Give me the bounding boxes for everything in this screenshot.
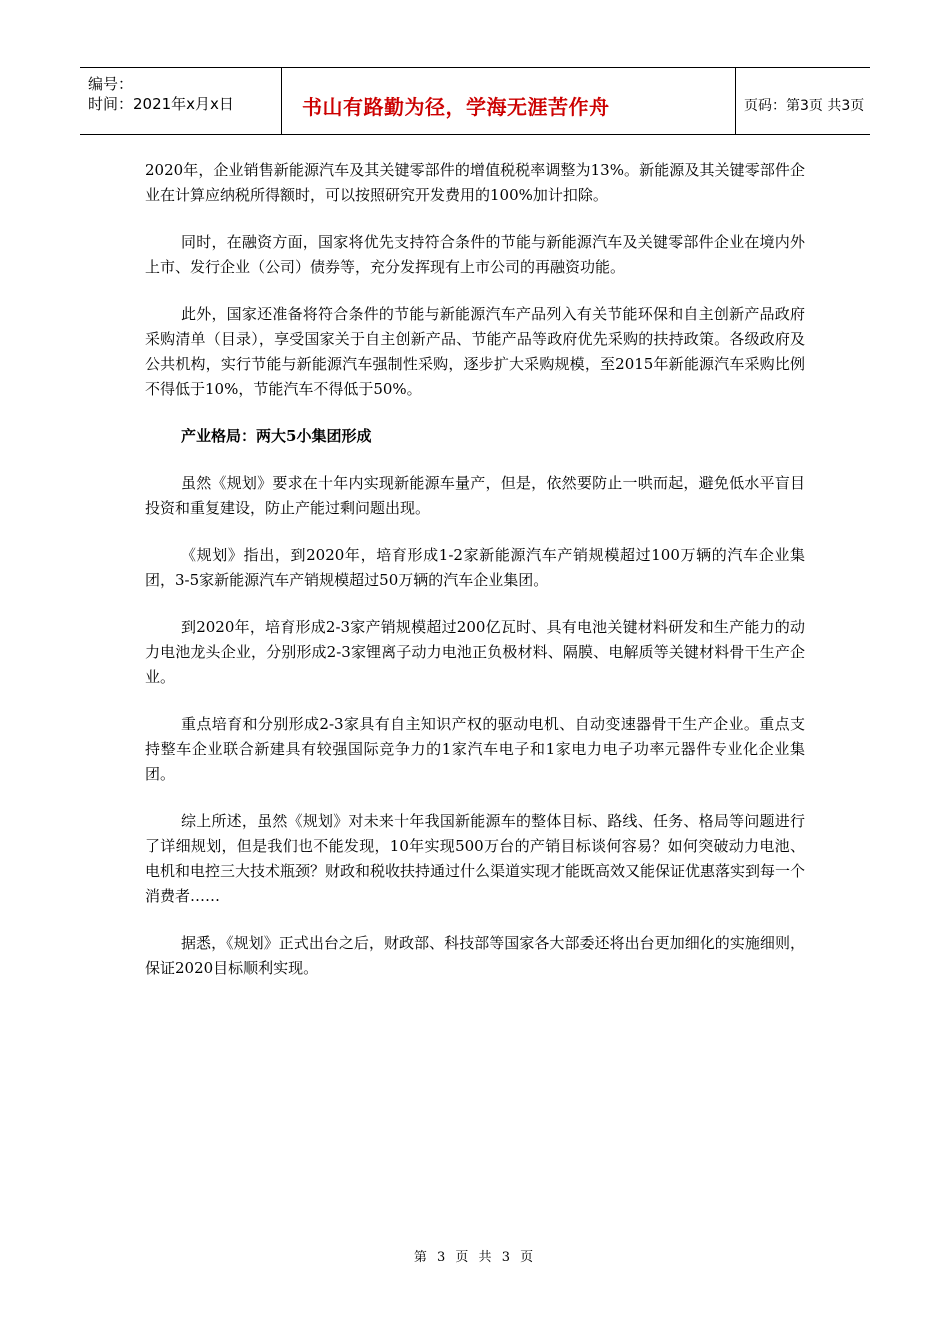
- section-heading: 产业格局：两大5小集团形成: [181, 427, 372, 445]
- header-page-label: 页码：第3页 共3页: [744, 98, 865, 114]
- page-footer: [0, 1246, 950, 1265]
- body-paragraph: 综上所述，虽然《规划》对未来十年我国新能源车的整体目标、路线、任务、格局等问题进行了详细规划，但是我们也不能发现，10年实现500万台的产销目标谈何容易？如何突破动力电池、电机和电控三大技术瓶颈？财政和税收扶持通过什么渠道实现才能既高效又能保证优惠落实到每一个消费者……: [145, 812, 806, 905]
- document-body: [145, 158, 805, 1003]
- body-paragraph: 到2020年，培育形成2-3家产销规模超过200亿瓦时、具有电池关键材料研发和生产能力的动力电池龙头企业，分别形成2-3家锂离子动力电池正负极材料、隔膜、电解质等关键材料骨干生产企业。: [145, 618, 805, 686]
- header-page-cell: [736, 68, 870, 134]
- header-motto: 书山有路勤为径，学海无涯苦作舟: [302, 94, 610, 119]
- body-paragraph: 2020年，企业销售新能源汽车及其关键零部件的增值税税率调整为13%。新能源及其关键零部件企业在计算应纳税所得额时，可以按照研究开发费用的100%加计扣除。: [145, 161, 805, 204]
- body-paragraph: 同时，在融资方面，国家将优先支持符合条件的节能与新能源汽车及关键零部件企业在境内外上市、发行企业（公司）债券等，充分发挥现有上市公司的再融资功能。: [145, 233, 805, 276]
- document-number-label: 编号：: [88, 75, 134, 93]
- document-date-label: 时间：2021年x月x日: [88, 95, 234, 113]
- body-paragraph: 据悉，《规划》正式出台之后，财政部、科技部等国家各大部委还将出台更加细化的实施细则，保证2020目标顺利实现。: [145, 934, 805, 977]
- page-header: [80, 67, 870, 135]
- body-paragraph: 《规划》指出，到2020年，培育形成1-2家新能源汽车产销规模超过100万辆的汽车企业集团，3-5家新能源汽车产销规模超过50万辆的汽车企业集团。: [145, 546, 805, 589]
- body-paragraph: 此外，国家还准备将符合条件的节能与新能源汽车产品列入有关节能环保和自主创新产品政府采购清单（目录），享受国家关于自主创新产品、节能产品等政府优先采购的扶持政策。各级政府及公共机构，实行节能与新能源汽车强制性采购，逐步扩大采购规模，至2015年新能源汽车采购比例不得低于10%，节能汽车不得低于50%。: [145, 305, 805, 398]
- body-paragraph: 重点培育和分别形成2-3家具有自主知识产权的驱动电机、自动变速器骨干生产企业。重点支持整车企业联合新建具有较强国际竞争力的1家汽车电子和1家电力电子功率元器件专业化企业集团。: [145, 715, 805, 783]
- header-left-cell: [80, 68, 281, 134]
- header-motto-cell: [281, 68, 736, 134]
- body-paragraph: 虽然《规划》要求在十年内实现新能源车量产，但是，依然要防止一哄而起，避免低水平盲目投资和重复建设，防止产能过剩问题出现。: [145, 474, 805, 517]
- footer-page-number: 第 3 页 共 3 页: [413, 1250, 537, 1265]
